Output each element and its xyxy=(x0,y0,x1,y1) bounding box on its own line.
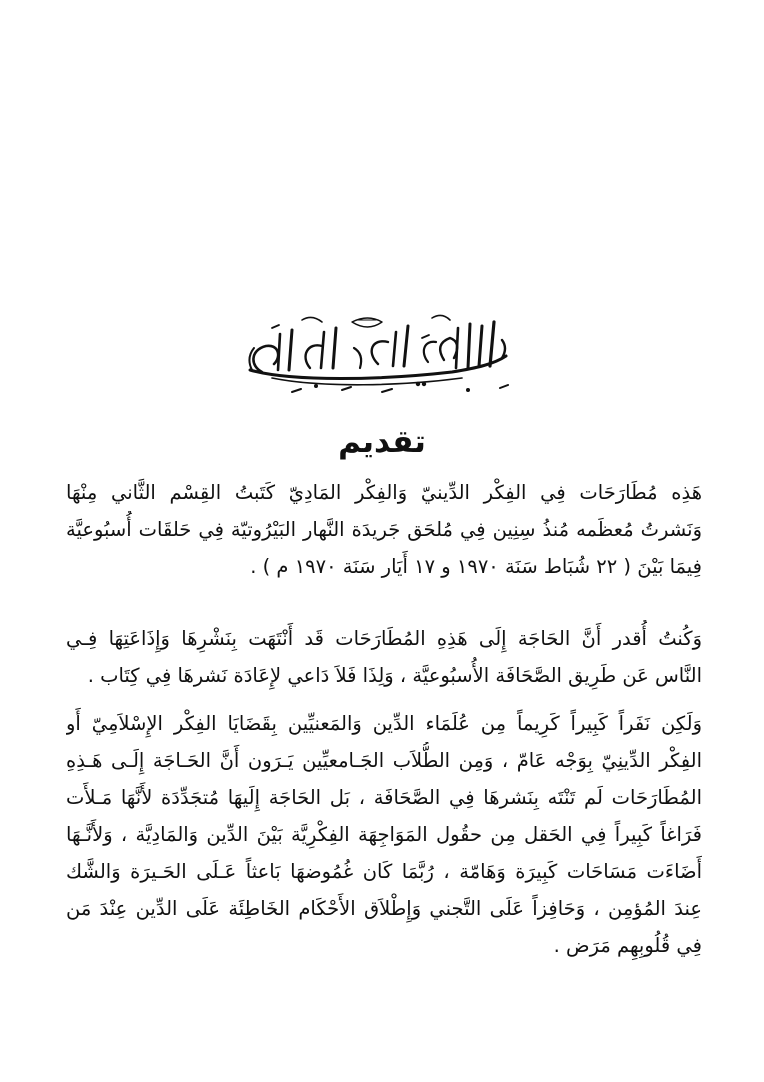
page-title: تقديم xyxy=(338,424,426,460)
basmala-calligraphy-drawing xyxy=(232,308,522,400)
paragraph-line: المُطَارَحَات لَم تَنْتَه بِنَشرهَا فِي الصَّحَافَة ، بَل الحَاجَة إِلَيهَا مُتجَدِّدَة لأَنَّهَا مَـلأَت xyxy=(66,786,702,809)
paragraph-line: وَكُنتُ أُقدر أَنَّ الحَاجَة إِلَى هَذِهِ المُطَارَحَات قَد أَنْتَهَت بِنَشْرِهَا وَإِذَاعَتِهَا فِـي xyxy=(66,627,702,650)
paragraph-line: هَذِه مُطَارَحَات فِي الفِكْر الدِّينيّ وَالفِكْر المَادِيّ كَتَبتُ القِسْم الثَّاني مِنْهَا xyxy=(66,481,702,504)
paragraph-line: وَنَشرتُ مُعظَمه مُنذُ سِنِين فِي مُلحَق جَريدَة النَّهار البَيْرُوتيّة فِي حَلقَات أُسبُوعيَّة xyxy=(66,518,702,541)
paragraph-3 xyxy=(66,705,702,964)
paragraph-line: وَلَكِن نَفَراً كَبِيراً كَرِيماً مِن عُلَمَاء الدِّين وَالمَعنيِّين بِقَضَايَا الفِكْر الإِسْلاَمِيّ أَو xyxy=(66,712,702,735)
paragraph-line: أَضَاءَت مَسَاحَات كَبِيرَة وَهَامّة ، رُبَّمَا كَان غُمُوضهَا بَاعثاً عَـلَى الحَـيرَة وَالشَّك xyxy=(66,860,702,883)
paragraph-line: النَّاس عَن طَرِيق الصَّحَافَة الأُسبُوعيَّة ، وَلِذَا فَلاَ دَاعي لإِعَادَة نَشرهَا فِي كِتَاب . xyxy=(87,664,702,687)
paragraph-1 xyxy=(66,474,702,585)
paragraph-2 xyxy=(66,620,702,694)
paragraph-line: عِندَ المُؤمِن ، وَحَافِزاً عَلَى التَّجني وَإِطْلاَق الأَحْكَام الخَاطِئَة عَلَى الدِّين عِنْدَ مَن xyxy=(66,897,702,920)
basmala-calligraphy xyxy=(232,308,522,400)
paragraph-line: الفِكْر الدِّينِيّ بِوَجْه عَامّ ، وَمِن الطُّلاَب الجَـامعيِّين يَـرَون أَنَّ الحَـاجَة إِلَـى هَـذِهِ xyxy=(66,749,702,772)
paragraph-line: فِي قُلُوبِهِم مَرَض . xyxy=(553,934,702,957)
paragraph-line: فِيمَا بَيْنَ ( ٢٢ شُبَاط سَنَة ١٩٧٠ و ١٧ أَيَار سَنَة ١٩٧٠ م ) . xyxy=(250,555,702,578)
paragraph-line: فَرَاغاً كَبِيراً فِي الحَقل مِن حقُول المَوَاجِهَة الفِكْرِيَّة بَيْنَ الدِّين وَالمَادِيَّة ، وَلأَنَّـهَا xyxy=(66,823,702,846)
